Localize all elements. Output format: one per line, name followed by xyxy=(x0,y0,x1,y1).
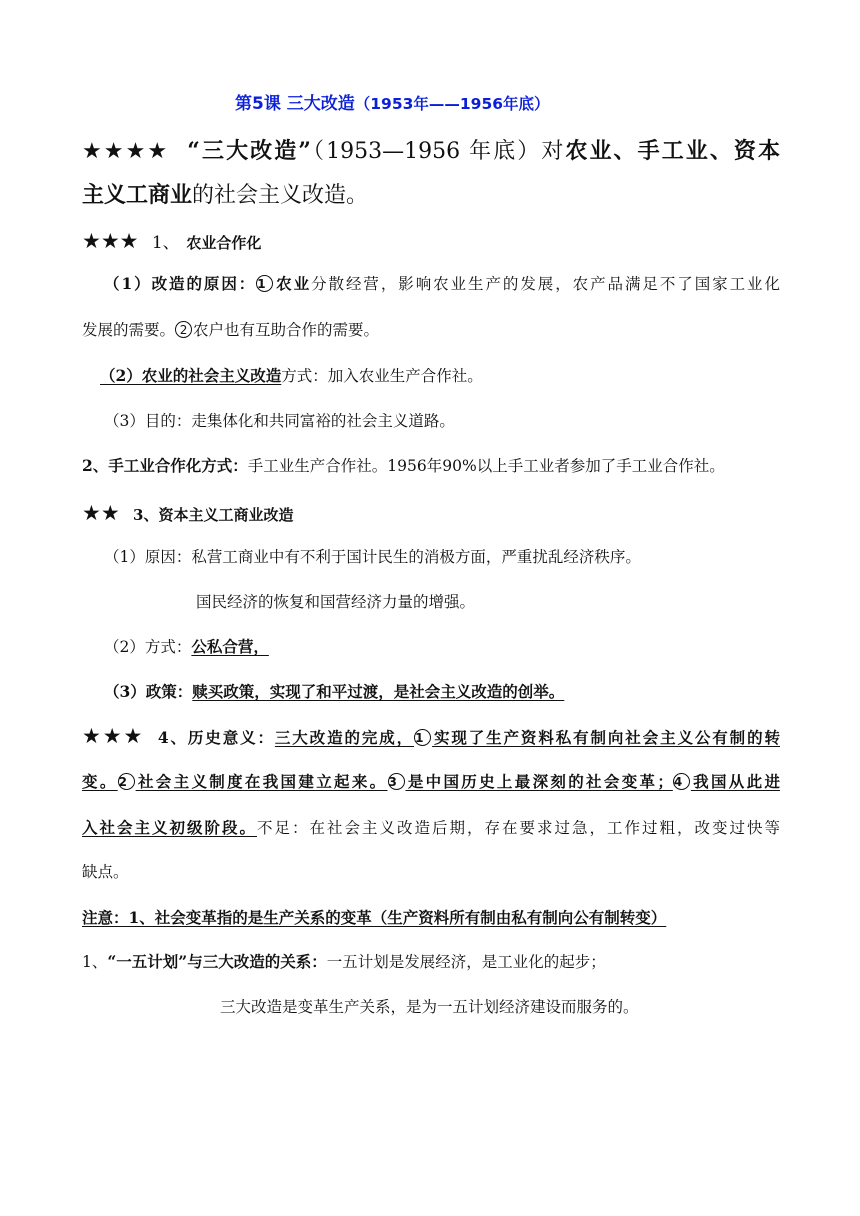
s3-policy-label: （3）政策： xyxy=(104,682,193,701)
intro-line-1 xyxy=(82,136,780,167)
note-text: 注意：1、社会变革指的是生产关系的变革（生产资料所有制由私有制向公有制转变） xyxy=(82,908,667,927)
circled-two-icon-2: 2 xyxy=(118,773,135,790)
section-2-label: 2、手工业合作化方式： xyxy=(82,456,248,475)
s3-reason2-text: 国民经济的恢复和国营经济力量的增强。 xyxy=(196,593,476,611)
three-star-icon-2: ★★★ xyxy=(82,724,145,748)
s1-reason-label: （1）改造的原因： xyxy=(104,274,257,293)
section-2-text: 手工业生产合作社。1956年90%以上手工业者参加了手工业合作社。 xyxy=(247,457,725,475)
intro-years: （1953—1956 年底）对 xyxy=(310,139,566,164)
s1-reason-line2b-text: 农户也有互助合作的需要。 xyxy=(193,321,380,339)
s3-method-label: （2）方式： xyxy=(104,638,192,656)
s4-line-4 xyxy=(82,862,129,882)
intro-bold-1: 农业、手工业、资本 xyxy=(565,138,780,164)
s4-line2a: 变。 xyxy=(82,772,118,791)
intro-quote: “三大改造” xyxy=(187,138,311,164)
s1-method-label: （2）农业的社会主义改造 xyxy=(100,366,282,385)
s3-policy xyxy=(104,682,564,702)
section-3-heading xyxy=(82,500,293,528)
s1-reason-bold: 农业 xyxy=(274,274,312,293)
s1-reason-line2-text: 发展的需要。 xyxy=(82,321,176,339)
s4-line-1 xyxy=(82,726,780,748)
section-2 xyxy=(82,456,725,476)
s1-reason-line-1 xyxy=(104,274,780,294)
s3-method xyxy=(104,637,269,657)
s3-method-value: 公私合营， xyxy=(191,637,269,656)
s4-line-3 xyxy=(82,818,780,838)
circled-two-icon: 2 xyxy=(175,321,192,338)
s3-reason-text: （1）原因：私营工商业中有不利于国计民生的消极方面，严重扰乱经济秩序。 xyxy=(104,548,641,566)
s1-goal xyxy=(104,411,455,431)
s4-label: 4、历史意义： xyxy=(157,728,275,747)
title-main: 第5课 三大改造 xyxy=(235,94,355,114)
s4-line-2 xyxy=(82,772,780,792)
circled-one-icon: 1 xyxy=(256,275,273,292)
section-1-title: 农业合作化 xyxy=(186,234,262,252)
s4-line2c: 是中国历史上最深刻的社会变革； xyxy=(405,772,673,791)
s3-reason xyxy=(104,547,641,567)
s4-line3a: 入社会主义初级阶段。 xyxy=(82,818,257,837)
s4-line2d: 我国从此进 xyxy=(690,772,780,791)
s1-reason-text: 分散经营，影响农业生产的发展，农产品满足不了国家工业化 xyxy=(311,275,780,293)
s1-goal-text: （3）目的：走集体化和共同富裕的社会主义道路。 xyxy=(104,412,455,430)
intro-line-2 xyxy=(82,180,368,211)
intro-tail: 的社会主义改造。 xyxy=(192,183,369,208)
s4-line4: 缺点。 xyxy=(82,863,129,881)
s4-line1b: 实现了生产资料私有制向社会主义公有制的转 xyxy=(432,728,780,747)
s3-reason-2 xyxy=(196,592,475,612)
two-star-icon: ★★ xyxy=(82,501,120,525)
section-1-heading xyxy=(82,228,261,256)
relation-line-2 xyxy=(220,997,639,1017)
relation-line-1 xyxy=(82,952,606,972)
section-3-title: 3、资本主义工商业改造 xyxy=(133,506,294,524)
four-star-icon: ★★★★ xyxy=(82,139,170,164)
circled-four-icon: 4 xyxy=(673,773,690,790)
s4-line1a: 三大改造的完成， xyxy=(274,728,415,747)
s4-line2b: 社会主义制度在我国建立起来。 xyxy=(135,772,388,791)
relation-text-2: 三大改造是变革生产关系，是为一五计划经济建设而服务的。 xyxy=(220,998,639,1016)
title-sub: （1953年——1956年底） xyxy=(354,95,550,113)
s3-policy-value: 赎买政策，实现了和平过渡，是社会主义改造的创举。 xyxy=(192,682,565,701)
relation-label-1: 1、 xyxy=(82,953,108,971)
intro-bold-2: 主义工商业 xyxy=(82,182,193,208)
note xyxy=(82,908,666,928)
page-title xyxy=(235,93,550,115)
s4-line3b: 不足：在社会主义改造后期，存在要求过急，工作过粗，改变过快等 xyxy=(257,819,780,837)
circled-three-icon: 3 xyxy=(388,773,405,790)
relation-label-2: “一五计划”与三大改造的关系： xyxy=(107,952,327,971)
relation-text-1: 一五计划是发展经济，是工业化的起步； xyxy=(326,953,606,971)
circled-one-icon-2: 1 xyxy=(414,729,431,746)
s1-method xyxy=(100,366,483,386)
s1-method-text: 方式：加入农业生产合作社。 xyxy=(281,367,483,385)
section-1-number: 1、 xyxy=(151,233,180,253)
three-star-icon: ★★★ xyxy=(82,229,139,253)
s1-reason-line-2 xyxy=(82,320,379,340)
